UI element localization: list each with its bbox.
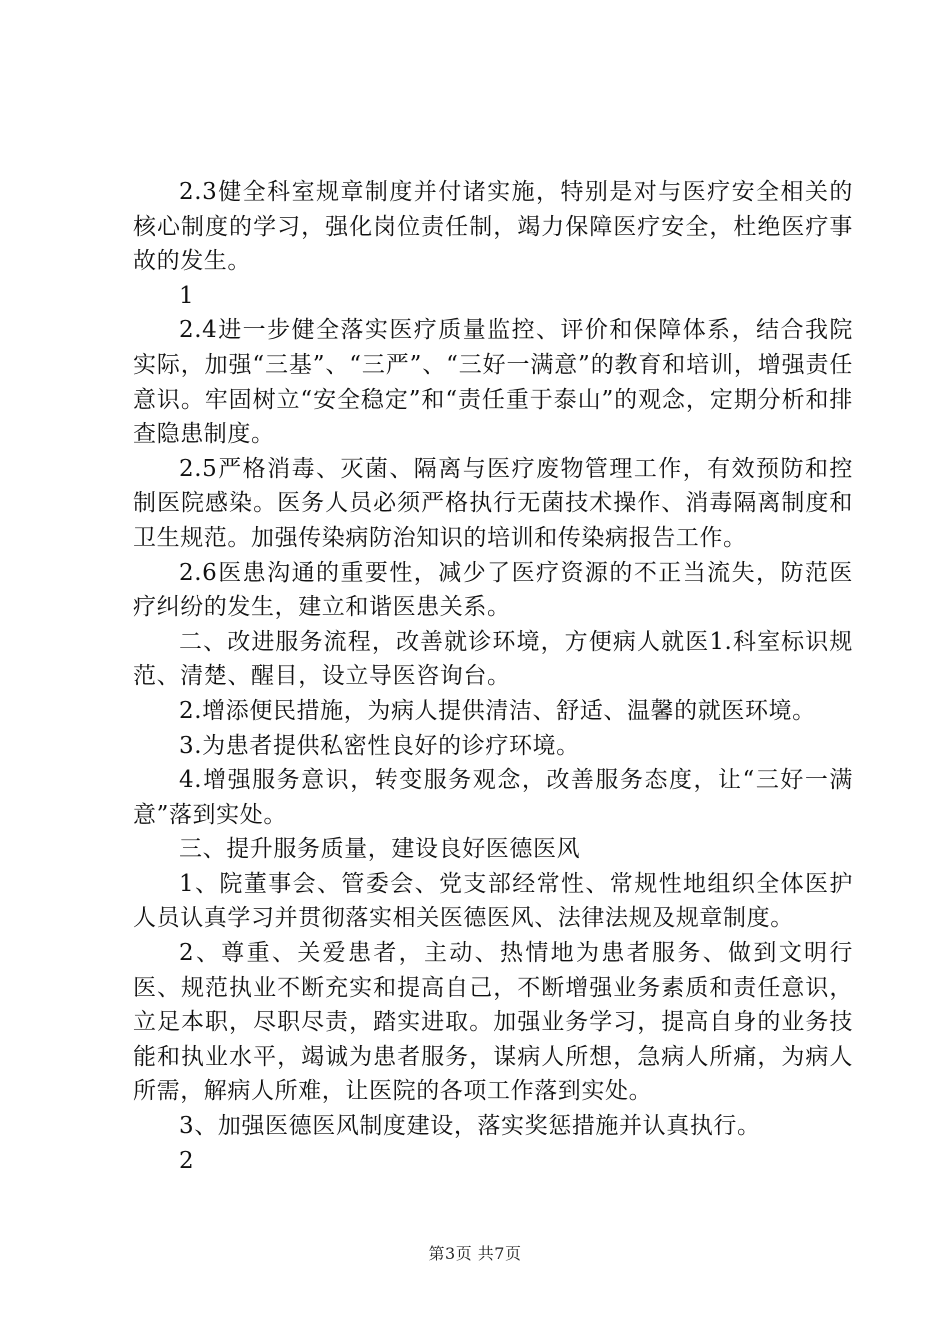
page-marker-2: 2	[179, 1147, 195, 1174]
page-footer: 第3页 共7页	[428, 1244, 522, 1263]
paragraph-section2-item4: 4.增强服务意识，转变服务观念，改善服务态度，让“三好一满意”落到实处。	[133, 767, 853, 828]
section-heading-3: 三、提升服务质量，建设良好医德医风	[179, 836, 581, 863]
page-marker-1: 1	[179, 282, 195, 309]
paragraph-section2-item3: 3.为患者提供私密性良好的诊疗环境。	[179, 732, 580, 759]
paragraph-2-3: 2.3健全科室规章制度并付诸实施，特别是对与医疗安全相关的核心制度的学习，强化岗位责任制，竭力保障医疗安全，杜绝医疗事故的发生。	[133, 179, 853, 275]
paragraph-2-4: 2.4进一步健全落实医疗质量监控、评价和保障体系，结合我院实际，加强“三基”、“三严”、“三好一满意”的教育和培训，增强责任意识。牢固树立“安全稳定”和“责任重于泰山”的观念，定期分析和排查隐患制度。	[133, 317, 853, 448]
paragraph-section3-item3: 3、加强医德医风制度建设，落实奖惩措施并认真执行。	[179, 1113, 761, 1140]
section-heading-2: 二、改进服务流程，改善就诊环境，方便病人就医1.科室标识规范、清楚、醒目，设立导医咨询台。	[133, 628, 853, 690]
document-body	[133, 175, 853, 1178]
paragraph-2-6: 2.6医患沟通的重要性，减少了医疗资源的不正当流失，防范医疗纠纷的发生，建立和谐医患关系。	[133, 559, 853, 621]
paragraph-section3-item2: 2、尊重、关爱患者，主动、热情地为患者服务、做到文明行医、规范执业不断充实和提高自己，不断增强业务素质和责任意识，立足本职，尽职尽责，踏实进取。加强业务学习，提高自身的业务技能和执业水平，竭诚为患者服务，谋病人所想，急病人所痛，为病人所需，解病人所难，让医院的各项工作落到实处。	[133, 940, 853, 1105]
paragraph-2-5: 2.5严格消毒、灭菌、隔离与医疗废物管理工作，有效预防和控制医院感染。医务人员必须严格执行无菌技术操作、消毒隔离制度和卫生规范。加强传染病防治知识的培训和传染病报告工作。	[133, 455, 853, 551]
paragraph-section2-item2: 2.增添便民措施，为病人提供清洁、舒适、温馨的就医环境。	[179, 697, 816, 724]
paragraph-section3-item1: 1、院董事会、管委会、党支部经常性、常规性地组织全体医护人员认真学习并贯彻落实相关医德医风、法律法规及规章制度。	[133, 870, 853, 932]
